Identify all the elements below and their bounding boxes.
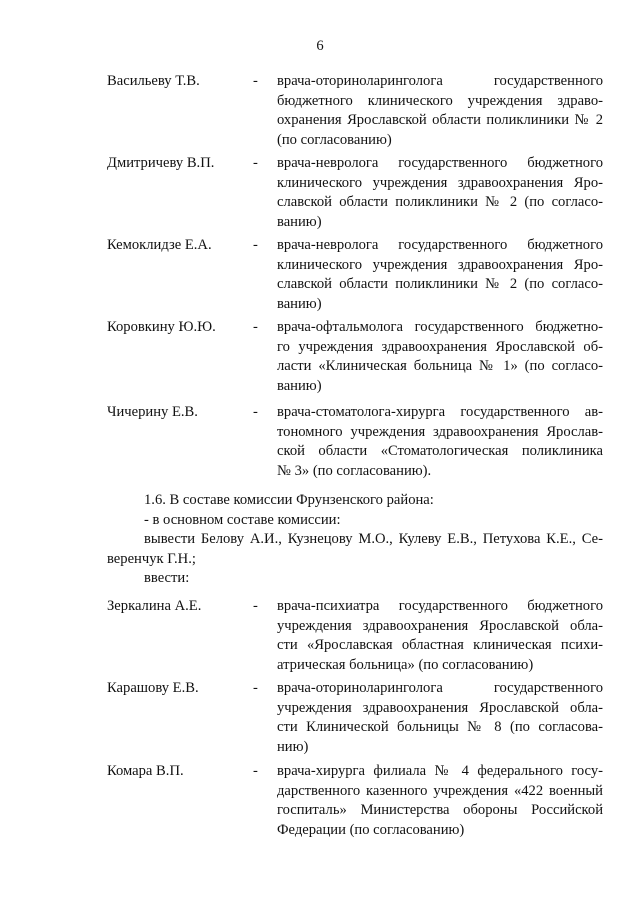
member-dash: -	[253, 237, 258, 253]
position-line: (по согласованию)	[277, 131, 392, 148]
members-list-2b	[0, 679, 640, 755]
member-dash: -	[253, 598, 258, 614]
member-name: Кемоклидзе Е.А.	[107, 237, 212, 253]
members-list-2c	[0, 762, 640, 838]
member-position	[277, 318, 603, 396]
position-line: врача-стоматолога-хирурга государственного ав-	[277, 404, 603, 420]
commission-section	[107, 491, 603, 589]
member-dash: -	[253, 73, 258, 89]
member-entry	[0, 72, 640, 148]
members-list-1c	[0, 236, 640, 312]
member-name: Карашову Е.В.	[107, 680, 199, 696]
position-line: атрическая больница» (по согласованию)	[277, 656, 534, 673]
member-entry	[0, 318, 640, 394]
member-entry	[0, 154, 640, 230]
member-entry	[0, 679, 640, 755]
member-dash: -	[253, 763, 258, 779]
member-name: Коровкину Ю.Ю.	[107, 319, 216, 335]
member-name: Чичерину Е.В.	[107, 404, 198, 420]
position-line: ванию)	[277, 295, 322, 312]
member-dash: -	[253, 680, 258, 696]
position-line: врача-невролога государственного бюджетного	[277, 237, 603, 253]
member-name: Дмитричеву В.П.	[107, 155, 215, 171]
members-list-1e	[0, 403, 640, 479]
remove-members-line: вывести Белову А.И., Кузнецову М.О., Кулеву Е.В., Петухова К.Е., Се-	[144, 531, 603, 547]
position-line: врача-психиатра государственного бюджетного	[277, 598, 603, 614]
page-number: 6	[316, 38, 324, 54]
members-list-1	[0, 72, 640, 148]
member-position	[277, 597, 603, 675]
section-subheading: - в основном составе комиссии:	[144, 511, 341, 528]
member-entry	[0, 762, 640, 838]
position-line: врача-оториноларинголога государственного	[277, 680, 603, 696]
member-entry	[0, 236, 640, 312]
position-line: сти «Ярославская областная клиническая психи-	[277, 637, 603, 653]
position-line: врача-невролога государственного бюджетного	[277, 155, 603, 171]
remove-members-line: веренчук Г.Н.;	[107, 550, 196, 567]
position-line: № 3» (по согласованию).	[277, 462, 432, 479]
members-list-1d	[0, 318, 640, 394]
position-line: ванию)	[277, 213, 322, 230]
position-line: Федерации (по согласованию)	[277, 821, 465, 838]
add-members-label: ввести:	[144, 570, 190, 586]
position-line: славской области поликлиники № 2 (по согласо-	[277, 194, 603, 210]
position-line: бюджетного клинического учреждения здраво-	[277, 92, 603, 109]
position-line: клинического учреждения здравоохранения Яро-	[277, 256, 603, 273]
member-dash: -	[253, 155, 258, 171]
member-position	[277, 679, 603, 757]
position-line: учреждения здравоохранения Ярославской обла-	[277, 699, 603, 716]
position-line: ской области «Стоматологическая поликлиника	[277, 443, 603, 459]
member-entry	[0, 403, 640, 479]
member-position	[277, 154, 603, 232]
member-dash: -	[253, 404, 258, 420]
member-position	[277, 762, 603, 840]
member-entry	[0, 597, 640, 673]
position-line: учреждения здравоохранения Ярославской обла-	[277, 617, 603, 634]
position-line: врача-оториноларинголога государственного	[277, 73, 603, 89]
member-dash: -	[253, 319, 258, 335]
members-list-1b	[0, 154, 640, 230]
members-list-2a	[0, 597, 640, 673]
member-position	[277, 72, 603, 150]
position-line: нию)	[277, 738, 309, 755]
member-name: Зеркалина А.Е.	[107, 598, 202, 614]
position-line: госпиталь» Министерства обороны Российской	[277, 802, 603, 818]
position-line: славской области поликлиники № 2 (по согласо-	[277, 276, 603, 292]
position-line: врача-офтальмолога государственного бюджетно-	[277, 319, 603, 335]
position-line: клинического учреждения здравоохранения Яро-	[277, 174, 603, 191]
position-line: ласти «Клиническая больница № 1» (по согласо-	[277, 358, 603, 374]
position-line: сти Клинической больницы № 8 (по согласова-	[277, 719, 603, 735]
member-name: Васильеву Т.В.	[107, 73, 200, 89]
position-line: врача-хирурга филиала № 4 федерального госу-	[277, 763, 603, 779]
position-line: тономного учреждения здравоохранения Ярослав-	[277, 423, 603, 440]
position-line: ванию)	[277, 377, 322, 394]
position-line: охранения Ярославской области поликлиники № 2	[277, 112, 603, 128]
section-heading: 1.6. В составе комиссии Фрунзенского района:	[144, 492, 434, 508]
position-line: дарственного казенного учреждения «422 военный	[277, 782, 603, 799]
position-line: го учреждения здравоохранения Ярославской об-	[277, 338, 603, 355]
member-name: Комара В.П.	[107, 763, 184, 779]
member-position	[277, 236, 603, 314]
member-position	[277, 403, 603, 481]
